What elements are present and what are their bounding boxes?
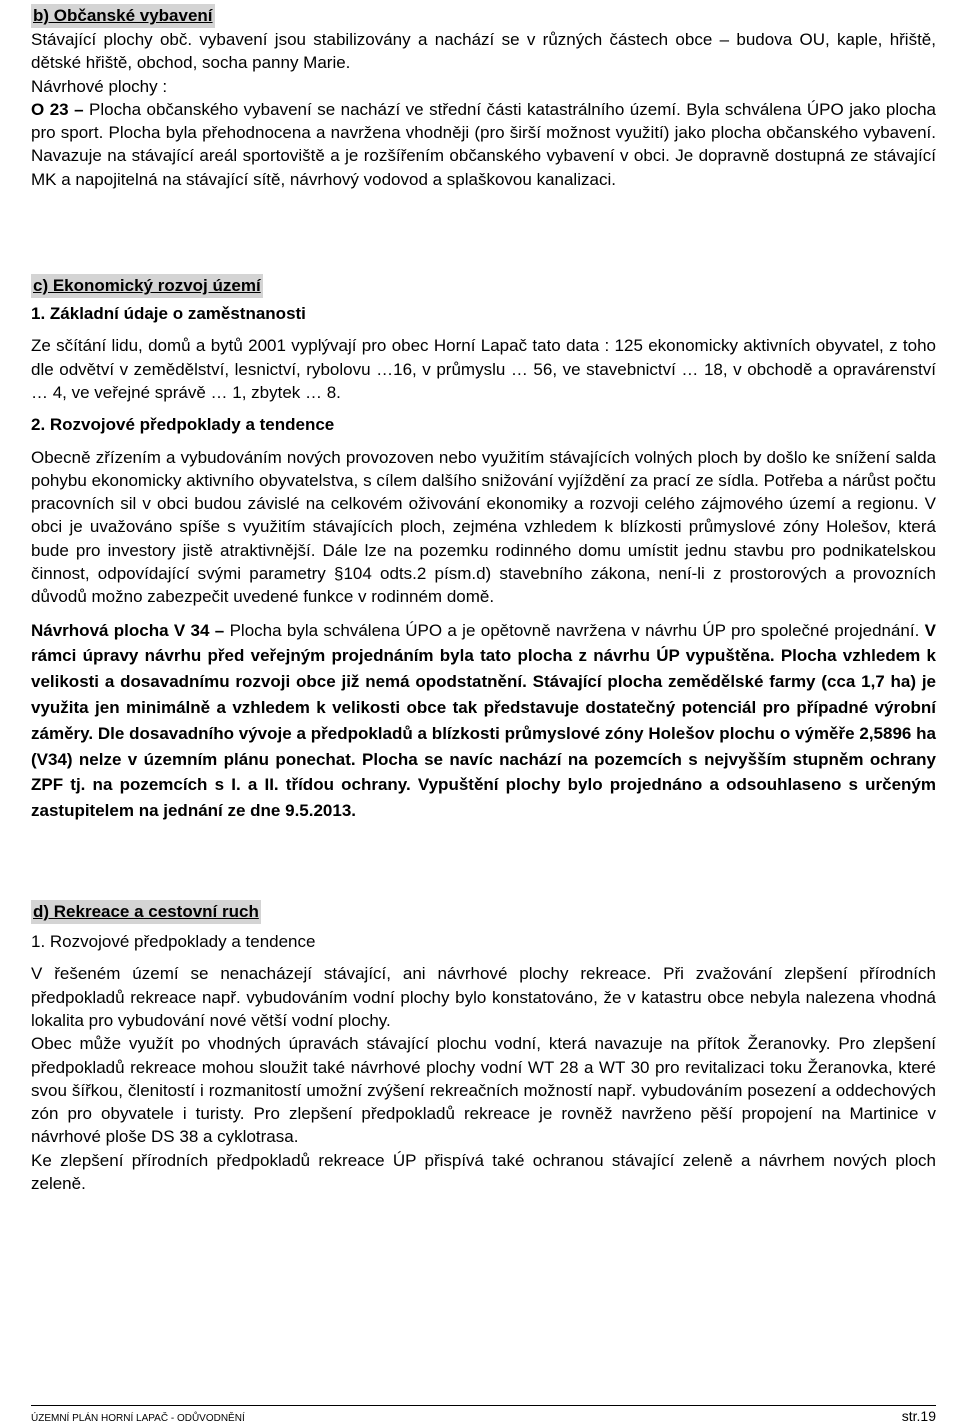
section-d-subheading-1: 1. Rozvojové předpoklady a tendence <box>31 932 316 952</box>
section-c-heading-text: c) Ekonomický rozvoj území <box>31 274 263 298</box>
section-d-paragraph-2: Obec může využít po vhodných úpravách stávající plochu vodní, která navazuje na přítok Žeranovky. Pro zlepšení předpokladů rekreace mohou sloužit také návrhové plochy vodní WT 28 a WT 30 pro revitalizaci toku Žeranovka, které svou šířkou, členitostí i rozmanitostí umožní zvýšení rekreačních možností např. vybudováním posezení a oddechových zón pro obyvatele i turisty. Pro zlepšení předpokladů rekreace je rovněž navrženo pěší propojení na Martinice v návrhové ploše DS 38 a cyklotrasa. <box>31 1034 936 1147</box>
o23-label: O 23 – <box>31 99 84 119</box>
section-c-heading <box>31 274 936 298</box>
document-page <box>31 4 936 1195</box>
section-c-v34-paragraph <box>31 618 936 824</box>
v34-label: Návrhová plocha V 34 <box>31 620 210 640</box>
section-b-heading <box>31 4 936 28</box>
footer-title: ÚZEMNÍ PLÁN HORNÍ LAPAČ - ODŮVODNĚNÍ <box>31 1413 245 1424</box>
section-c-paragraph-1: Ze sčítání lidu, domů a bytů 2001 vyplývají pro obec Horní Lapač tato data : 125 ekonomicky aktivních obyvatel, z toho dle odvětví v zemědělství, lesnictví, rybolovu …16, v průmyslu … 56, ve stavebnictví … 18, v obchodě a opravárenství … 4, ve veřejné správě … 1, zbytek … 8. <box>31 336 936 402</box>
section-c-paragraph-2: Obecně zřízením a vybudováním nových provozoven nebo využitím stávajících volných ploch by došlo ke snížení salda pohybu ekonomicky aktivního obyvatelstva, s cílem dalšího snižování vyjíždění za prací ze sídla. Potřeba a nárůst počtu pracovních sil v obci budou závislé na celkovém oživování ekonomiky a rozvoji celého zájmového území a regionu. V obci je uvažováno spíše s využitím stávajících ploch, zejména vzhledem k blízkosti průmyslové zóny Holešov, která bude pro investory jistě atraktivnější. Dále lze na pozemku rodinného domu umístit jednu stavbu pro podnikatelskou činnost, odpovídající svými parametry §104 odts.2 písm.d) stavebního zákona, není-li z prostorových a provozních důvodů možno zabezpečit uvedené funkce v rodinném domě. <box>31 447 936 607</box>
section-b-heading-text: b) Občanské vybavení <box>31 4 215 28</box>
v34-text: Plocha byla schválena ÚPO a je opětovně navržena v návrhu ÚP pro společné projednání. <box>229 620 925 640</box>
section-d-heading-text: d) Rekreace a cestovní ruch <box>31 900 261 924</box>
section-d-heading <box>31 900 936 924</box>
page-number: str.19 <box>901 1408 936 1424</box>
section-b-paragraph-2: Návrhové plochy : <box>31 76 168 96</box>
section-d-paragraph-3: Ke zlepšení přírodních předpokladů rekreace ÚP přispívá také ochranou stávající zeleně a návrhem nových ploch zeleně. <box>31 1150 936 1193</box>
v34-dash: – <box>209 620 230 640</box>
v34-bold-text: V rámci úpravy návrhu před veřejným projednáním byla tato plocha z návrhu ÚP vypuštěna. Plocha vzhledem k velikosti a dosavadnímu rozvoji obce již nemá opodstatnění. Stávající plocha zemědělské farmy (cca 1,7 ha) je využita jen minimálně a vzhledem k velikosti obce tak představuje dostatečný potenciál pro případné výrobní záměry. Dle dosavadního vývoje a předpokladů a blízkosti průmyslové zóny Holešov plochu o výměře 2,5896 ha (V34) nelze v územním plánu ponechat. Plocha se navíc nachází na pozemcích s nejvyšším stupněm ochrany ZPF tj. na pozemcích s I. a II. třídou ochrany. Vypuštění plochy bylo projednáno a odsouhlaseno s určeným zastupitelem na jednání ze dne 9.5.2013. <box>31 620 936 821</box>
section-c-subheading-2: 2. Rozvojové předpoklady a tendence <box>31 415 335 435</box>
section-b-o23-paragraph <box>31 98 936 191</box>
section-c-subheading-1: 1. Základní údaje o zaměstnanosti <box>31 304 306 324</box>
page-footer <box>31 1405 936 1424</box>
section-d-paragraph-1: V řešeném území se nenacházejí stávající, ani návrhové plochy rekreace. Při zvažování zlepšení přírodních předpokladů rekreace např. vybudováním vodní plochy bylo konstatováno, že v katastru obce nebyla nalezena vhodná lokalita pro vybudování nové větší vodní plochy. <box>31 964 936 1030</box>
o23-text: Plocha občanského vybavení se nachází ve střední části katastrálního území. Byla schválena ÚPO jako plocha pro sport. Plocha byla přehodnocena a navržena vhodněji (pro širší možnost využití) jako plocha občanského vybavení. Navazuje na stávající areál sportoviště a je rozšířením občanského vybavení v obci. Je dopravně dostupná ze stávající MK a napojitelná na stávající sítě, návrhový vodovod a splaškovou kanalizaci. <box>31 99 936 189</box>
section-b-paragraph-1: Stávající plochy obč. vybavení jsou stabilizovány a nachází se v různých částech obce – budova OU, kaple, hřiště, dětské hřiště, obchod, socha panny Marie. <box>31 30 936 73</box>
